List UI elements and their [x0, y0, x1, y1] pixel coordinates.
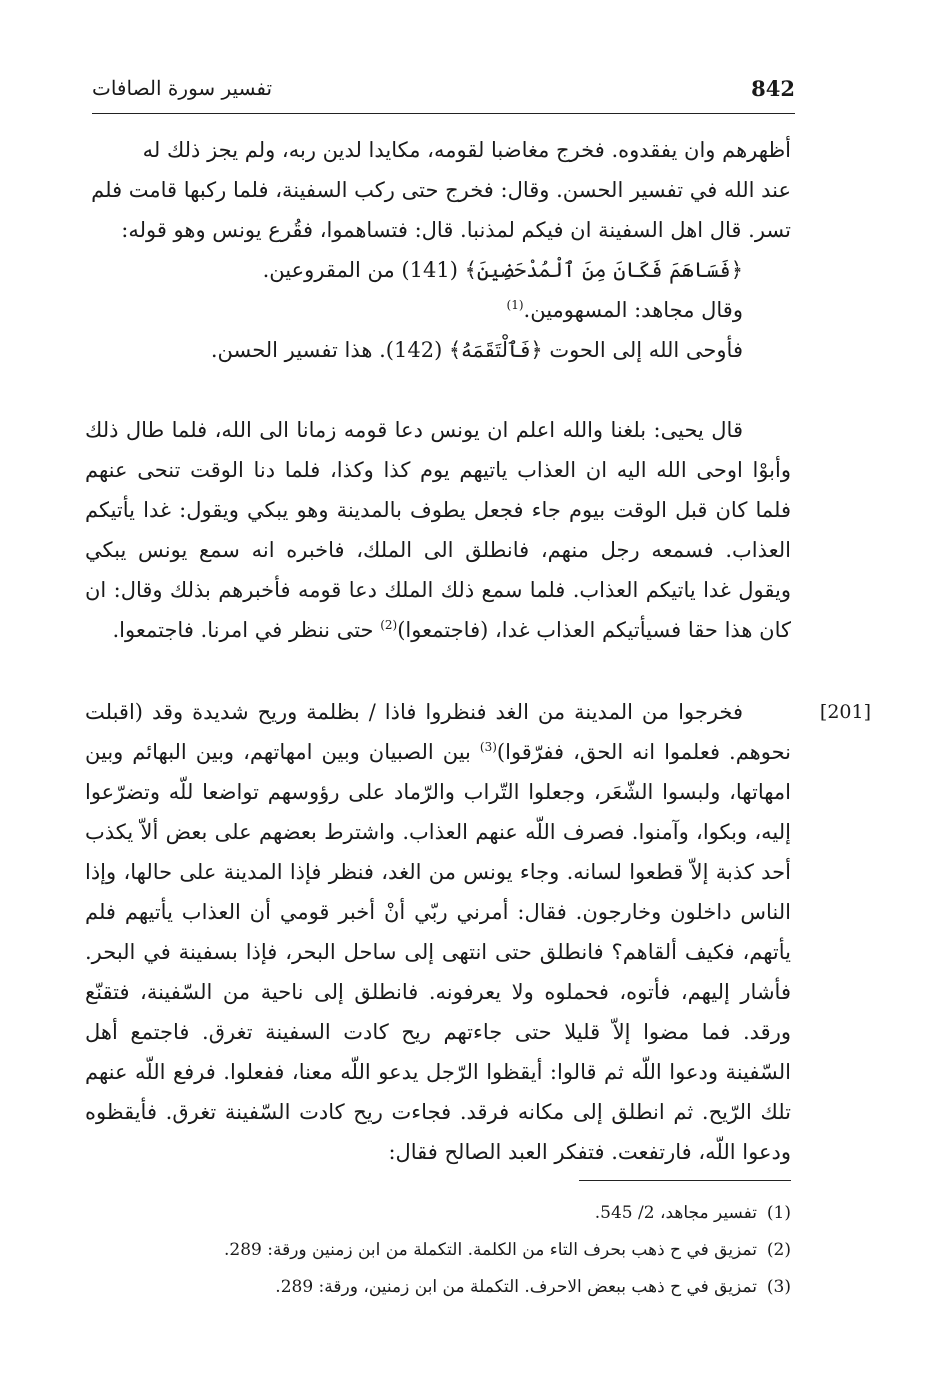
paragraph-3-text-b: بين الصبيان وبين امهاتهم، وبين البهائم وبين امهاتها، ولبسوا الشّعَر، وجعلوا التّراب والرّماد على رؤوسهم تواضعا للّه وتضرّعوا إليه، وبكوا، وآمنوا. فصرف اللّه عنهم العذاب. واشترط بعضهم على بعض ألاّ يكذب أحد كذبة إلاّ قطعوا لسانه. وجاء يونس من الغد، فنظر فإذا المدينة على حالها، وإذا الناس داخلون وخارجون. فقال: أمرني ربّي أنْ أخبر قومي أن العذاب يأتيهم فلم يأتهم، فكيف ألقاهم؟ فانطلق حتى انتهى إلى ساحل البحر، فإذا بسفينة في البحر. فأشار إليهم، فأتوه، فحملوه ولا يعرفونه. فانطلق إلى ناحية من السّفينة، فتقنّع ورقد. فما مضوا إلاّ قليلا حتى جاءتهم ريح كادت السفينة تغرق. فاجتمع أهل السّفينة ودعوا اللّه ثم قالوا: أيقظوا الرّجل يدعو اللّه معنا، ففعلوا. فرفع اللّه عنهم تلك الرّيح. ثم انطلق إلى مكانه فرقد. فجاءت ريح كادت السّفينة تغرق. فأيقظوه ودعوا اللّه، فارتفعت. فتفكر العبد الصالح فقال:	[85, 740, 791, 1164]
footnote-marker-1: (1)	[506, 298, 524, 312]
text-line: تسر. قال اهل السفينة ان فيكم لمذنبا. قال: فتساهموا، فقُرع يونس وهو قوله:	[121, 218, 791, 242]
paragraph-2-text-b: حتى ننظر في امرنا. فاجتمعوا.	[112, 618, 381, 642]
footnotes	[150, 1195, 791, 1306]
footnote-number: (2)	[766, 1240, 791, 1260]
mujahid-line	[85, 290, 791, 330]
footnote-text: تمزيق في ح ذهب ببعض الاحرف. التكملة من ابن زمنين، ورقة: 289.	[275, 1277, 757, 1297]
footnote-3	[150, 1269, 791, 1306]
footnote-2	[150, 1232, 791, 1269]
footnote-number: (3)	[766, 1277, 791, 1297]
paragraph-1	[85, 130, 791, 370]
manuscript-folio-ref: [201]	[819, 701, 871, 723]
quran-verse-141: ﴿فَسَاهَمَ فَكَانَ مِنَ ٱلْمُدْحَضِينَ﴾ (141) من المقروعين.	[262, 258, 743, 282]
footnote-number: (1)	[766, 1203, 791, 1223]
footnote-text: تمزيق في ح ذهب بحرف التاء من الكلمة. التكملة من ابن زمنين ورقة: 289.	[223, 1240, 757, 1260]
footnote-marker-2: (2)	[380, 618, 398, 632]
page-header	[92, 76, 795, 106]
header-rule	[92, 113, 795, 114]
footnote-text: تفسير مجاهد، 2/ 545.	[594, 1203, 757, 1223]
mujahid-text: وقال مجاهد: المسهومين.	[523, 298, 743, 322]
footnote-1	[150, 1195, 791, 1232]
paragraph-2-text-a: قال يحيى: بلغنا والله اعلم ان يونس دعا قومه زمانا الى الله، فلما طال ذلك وأبوْا اوحى الله اليه ان العذاب ياتيهم يوم كذا وكذا، فلما دنا الوقت تنحى عنهم فلما كان قبل الوقت بيوم جاء فجعل يطوف بالمدينة وهو يبكي ويقول: غدا يأتيكم العذاب. فسمعه رجل منهم، فانطلق الى الملك، فاخبره انه سمع يونس يبكي ويقول غدا ياتيكم العذاب. فلما سمع ذلك الملك دعا قومه فأخبرهم بذلك وقال: ان كان هذا حقا فسيأتيكم العذاب غدا، (فاجتمعوا)	[85, 418, 791, 642]
paragraph-3	[85, 692, 791, 1172]
paragraph-3-text-a: فخرجوا من المدينة من الغد فنظروا فاذا / بظلمة وريح شديدة وقد (اقبلت نحوهم. فعلموا انه الحق، ففرّقوا)	[85, 700, 791, 764]
text-line: عند الله في تفسير الحسن. وقال: فخرج حتى ركب السفينة، فلما ركبها قامت فلم	[91, 178, 791, 202]
text-line: أظهرهم وان يفقدوه. فخرج مغاضبا لقومه، مكايدا لدين ربه، ولم يجز ذلك له	[142, 138, 791, 162]
page-number: 842	[751, 76, 795, 101]
paragraph-2	[85, 410, 791, 650]
footnote-rule	[579, 1180, 791, 1181]
running-title: تفسير سورة الصافات	[92, 76, 273, 100]
footnote-marker-3: (3)	[479, 740, 497, 754]
quran-verse-142: فأوحى الله إلى الحوت ﴿فَٱلْتَقَمَهُ﴾ (142). هذا تفسير الحسن.	[210, 338, 743, 362]
